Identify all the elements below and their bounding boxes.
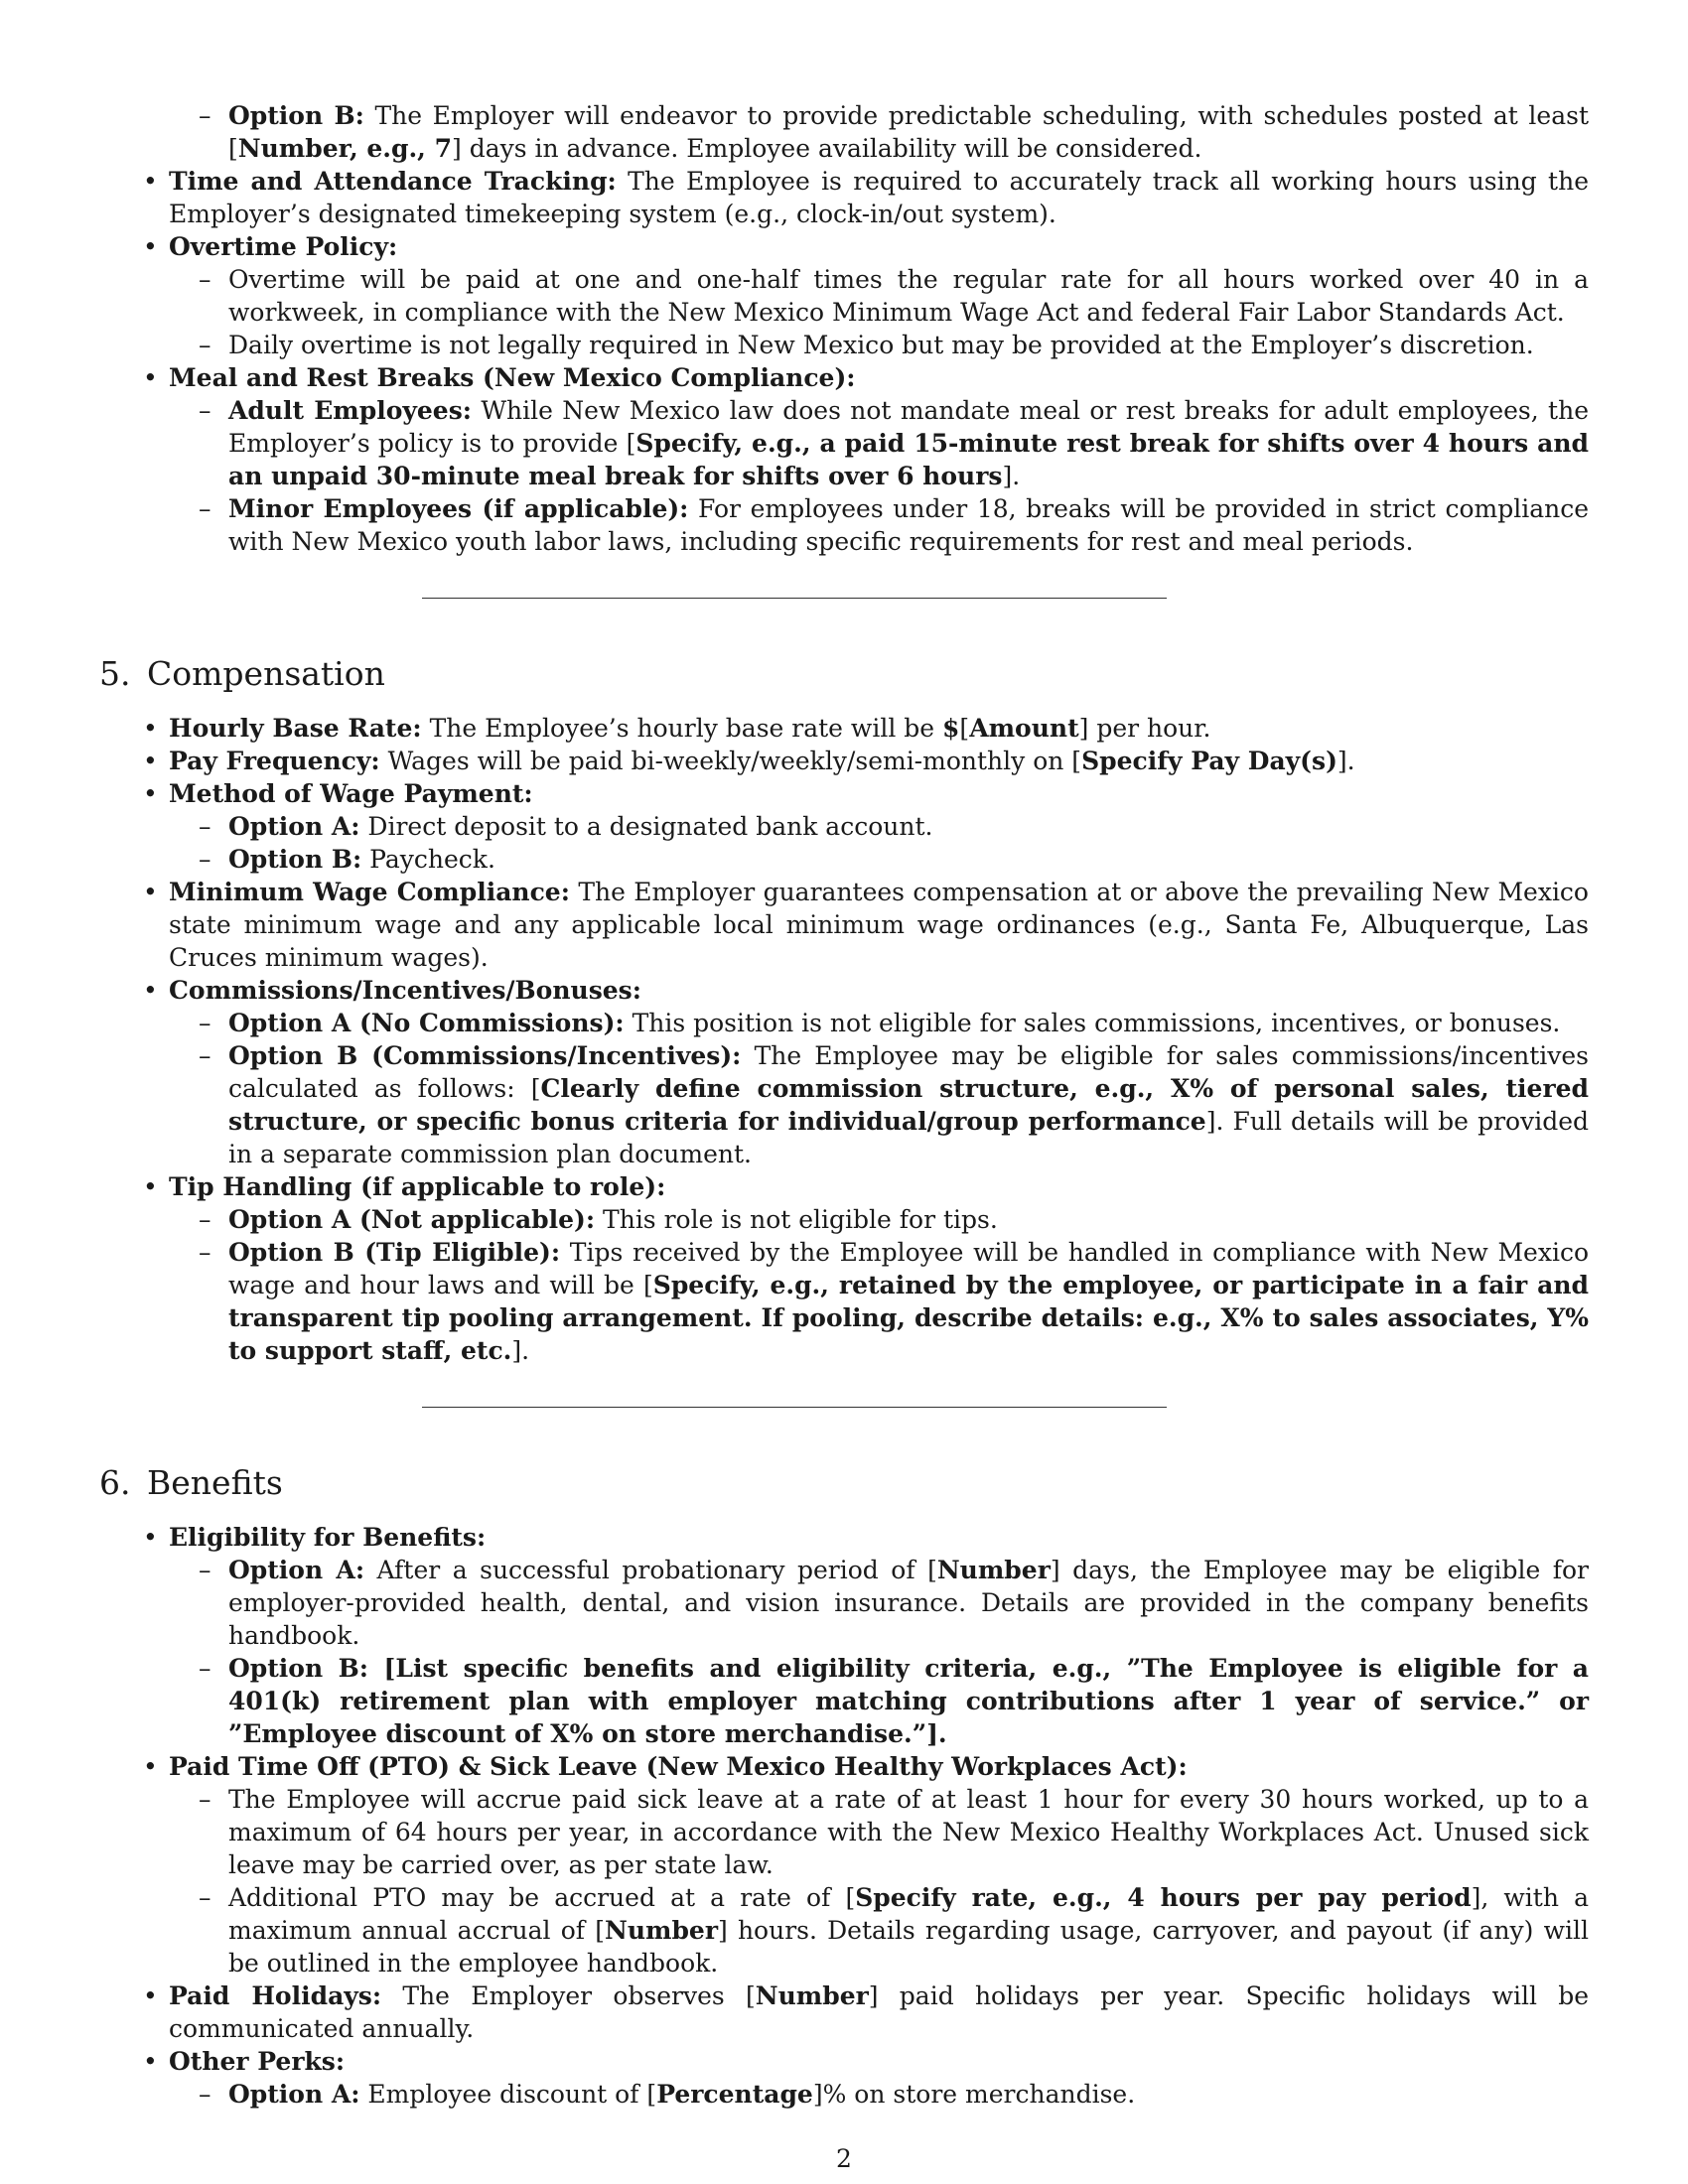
pay-frequency-item: • Pay Frequency: Wages will be paid bi-weekly/weekly/semi-monthly on [Specify Pay Day(s)]. [143,747,1355,775]
hourly-rate-item: • Hourly Base Rate: The Employee’s hourly base rate will be $[Amount] per hour. [143,714,1211,743]
breaks-adult: – Adult Employees: While New Mexico law does not mandate meal or rest breaks for adult employees, the Employer’s policy is to provide [Specify, e.g., a paid 15-minute rest break for shifts over 4 hours and an unpaid 30-minute meal break for shifts over 6 hours]. [199,396,1590,490]
commissions-option-b: – Option B (Commissions/Incentives): The Employee may be eligible for sales commissions/incentives calculated as follows: [Clearly define commission structure, e.g., X% of personal sales, tiered structure, or specific bonus criteria for individual/group performance]. Full details will be provided in a separate commission plan document. [199,1041,1590,1168]
perks-option-a: – Option A: Employee discount of [Percentage]% on store merchandise. [199,2080,1136,2109]
overtime-sub-b: – Daily overtime is not legally required in New Mexico but may be provided at the Employer’s discretion. [199,331,1534,359]
time-attendance-item: • Time and Attendance Tracking: The Employee is required to accurately track all working hours using the Employer’s designated timekeeping system (e.g., clock-in/out system). [143,167,1589,228]
section-divider [422,598,1167,599]
pto-additional: – Additional PTO may be accrued at a rate of [Specify rate, e.g., 4 hours per pay period], with a maximum annual accrual of [Number] hours. Details regarding usage, carryover, and payout (if any) will be outlined in the employee handbook. [199,1883,1589,1978]
page-number: 2 [836,2144,852,2173]
breaks-item: • Meal and Rest Breaks (New Mexico Compliance): [143,363,856,392]
other-perks-item: • Other Perks: [143,2047,346,2076]
wage-payment-item: • Method of Wage Payment: [143,779,533,808]
page-content [99,99,1589,2111]
overtime-item: • Overtime Policy: [143,232,398,261]
section-heading-benefits: 6. Benefits [99,1463,283,1502]
breaks-minor: – Minor Employees (if applicable): For employees under 18, breaks will be provided in strict compliance with New Mexico youth labor laws, including specific requirements for rest and meal periods. [199,494,1589,556]
section-divider [422,1407,1167,1408]
eligibility-option-a: – Option A: After a successful probationary period of [Number] days, the Employee may be eligible for employer-provided health, dental, and vision insurance. Details are provided in the company benefits handbook. [199,1556,1590,1650]
tips-option-b: – Option B (Tip Eligible): Tips received by the Employee will be handled in compliance with New Mexico wage and hour laws and will be [Specify, e.g., retained by the employee, or participate in a fair and transparent tip pooling arrangement. If pooling, describe details: e.g., X% to sales associates, Y% to support staff, etc.]. [199,1238,1589,1365]
commissions-item: • Commissions/Incentives/Bonuses: [143,976,641,1005]
tip-handling-item: • Tip Handling (if applicable to role): [143,1172,666,1201]
paid-holidays-item: • Paid Holidays: The Employer observes [Number] paid holidays per year. Specific holidays will be communicated annually. [143,1981,1590,2043]
commissions-option-a: – Option A (No Commissions): This position is not eligible for sales commissions, incentives, or bonuses. [199,1009,1561,1037]
section-heading-compensation: 5. Compensation [99,654,385,693]
minimum-wage-item: • Minimum Wage Compliance: The Employer guarantees compensation at or above the prevailing New Mexico state minimum wage and any applicable local minimum wage ordinances (e.g., Santa Fe, Albuquerque, Las Cruces minimum wages). [143,878,1589,972]
eligibility-option-b: – Option B: [List specific benefits and eligibility criteria, e.g., ”The Employee is eligible for a 401(k) retirement plan with employer matching contributions after 1 year of service.” or ”Employee discount of X% on store merchandise.”]. [199,1654,1589,1748]
schedule-option-b: – Option B: The Employer will endeavor to provide predictable scheduling, with schedules posted at least [Number, e.g., 7] days in advance. Employee availability will be considered. [199,101,1590,163]
wage-payment-option-b: – Option B: Paycheck. [199,845,495,874]
tips-option-a: – Option A (Not applicable): This role is not eligible for tips. [199,1205,998,1234]
pto-item: • Paid Time Off (PTO) & Sick Leave (New Mexico Healthy Workplaces Act): [143,1752,1188,1781]
wage-payment-option-a: – Option A: Direct deposit to a designated bank account. [199,812,933,841]
pto-sick-leave: – The Employee will accrue paid sick leave at a rate of at least 1 hour for every 30 hours worked, up to a maximum of 64 hours per year, in accordance with the New Mexico Healthy Workplaces Act. Unused sick leave may be carried over, as per state law. [199,1785,1589,1879]
overtime-sub-a: – Overtime will be paid at one and one-half times the regular rate for all hours worked over 40 in a workweek, in compliance with the New Mexico Minimum Wage Act and federal Fair Labor Standards Act. [199,265,1589,327]
benefits-eligibility-item: • Eligibility for Benefits: [143,1523,487,1552]
